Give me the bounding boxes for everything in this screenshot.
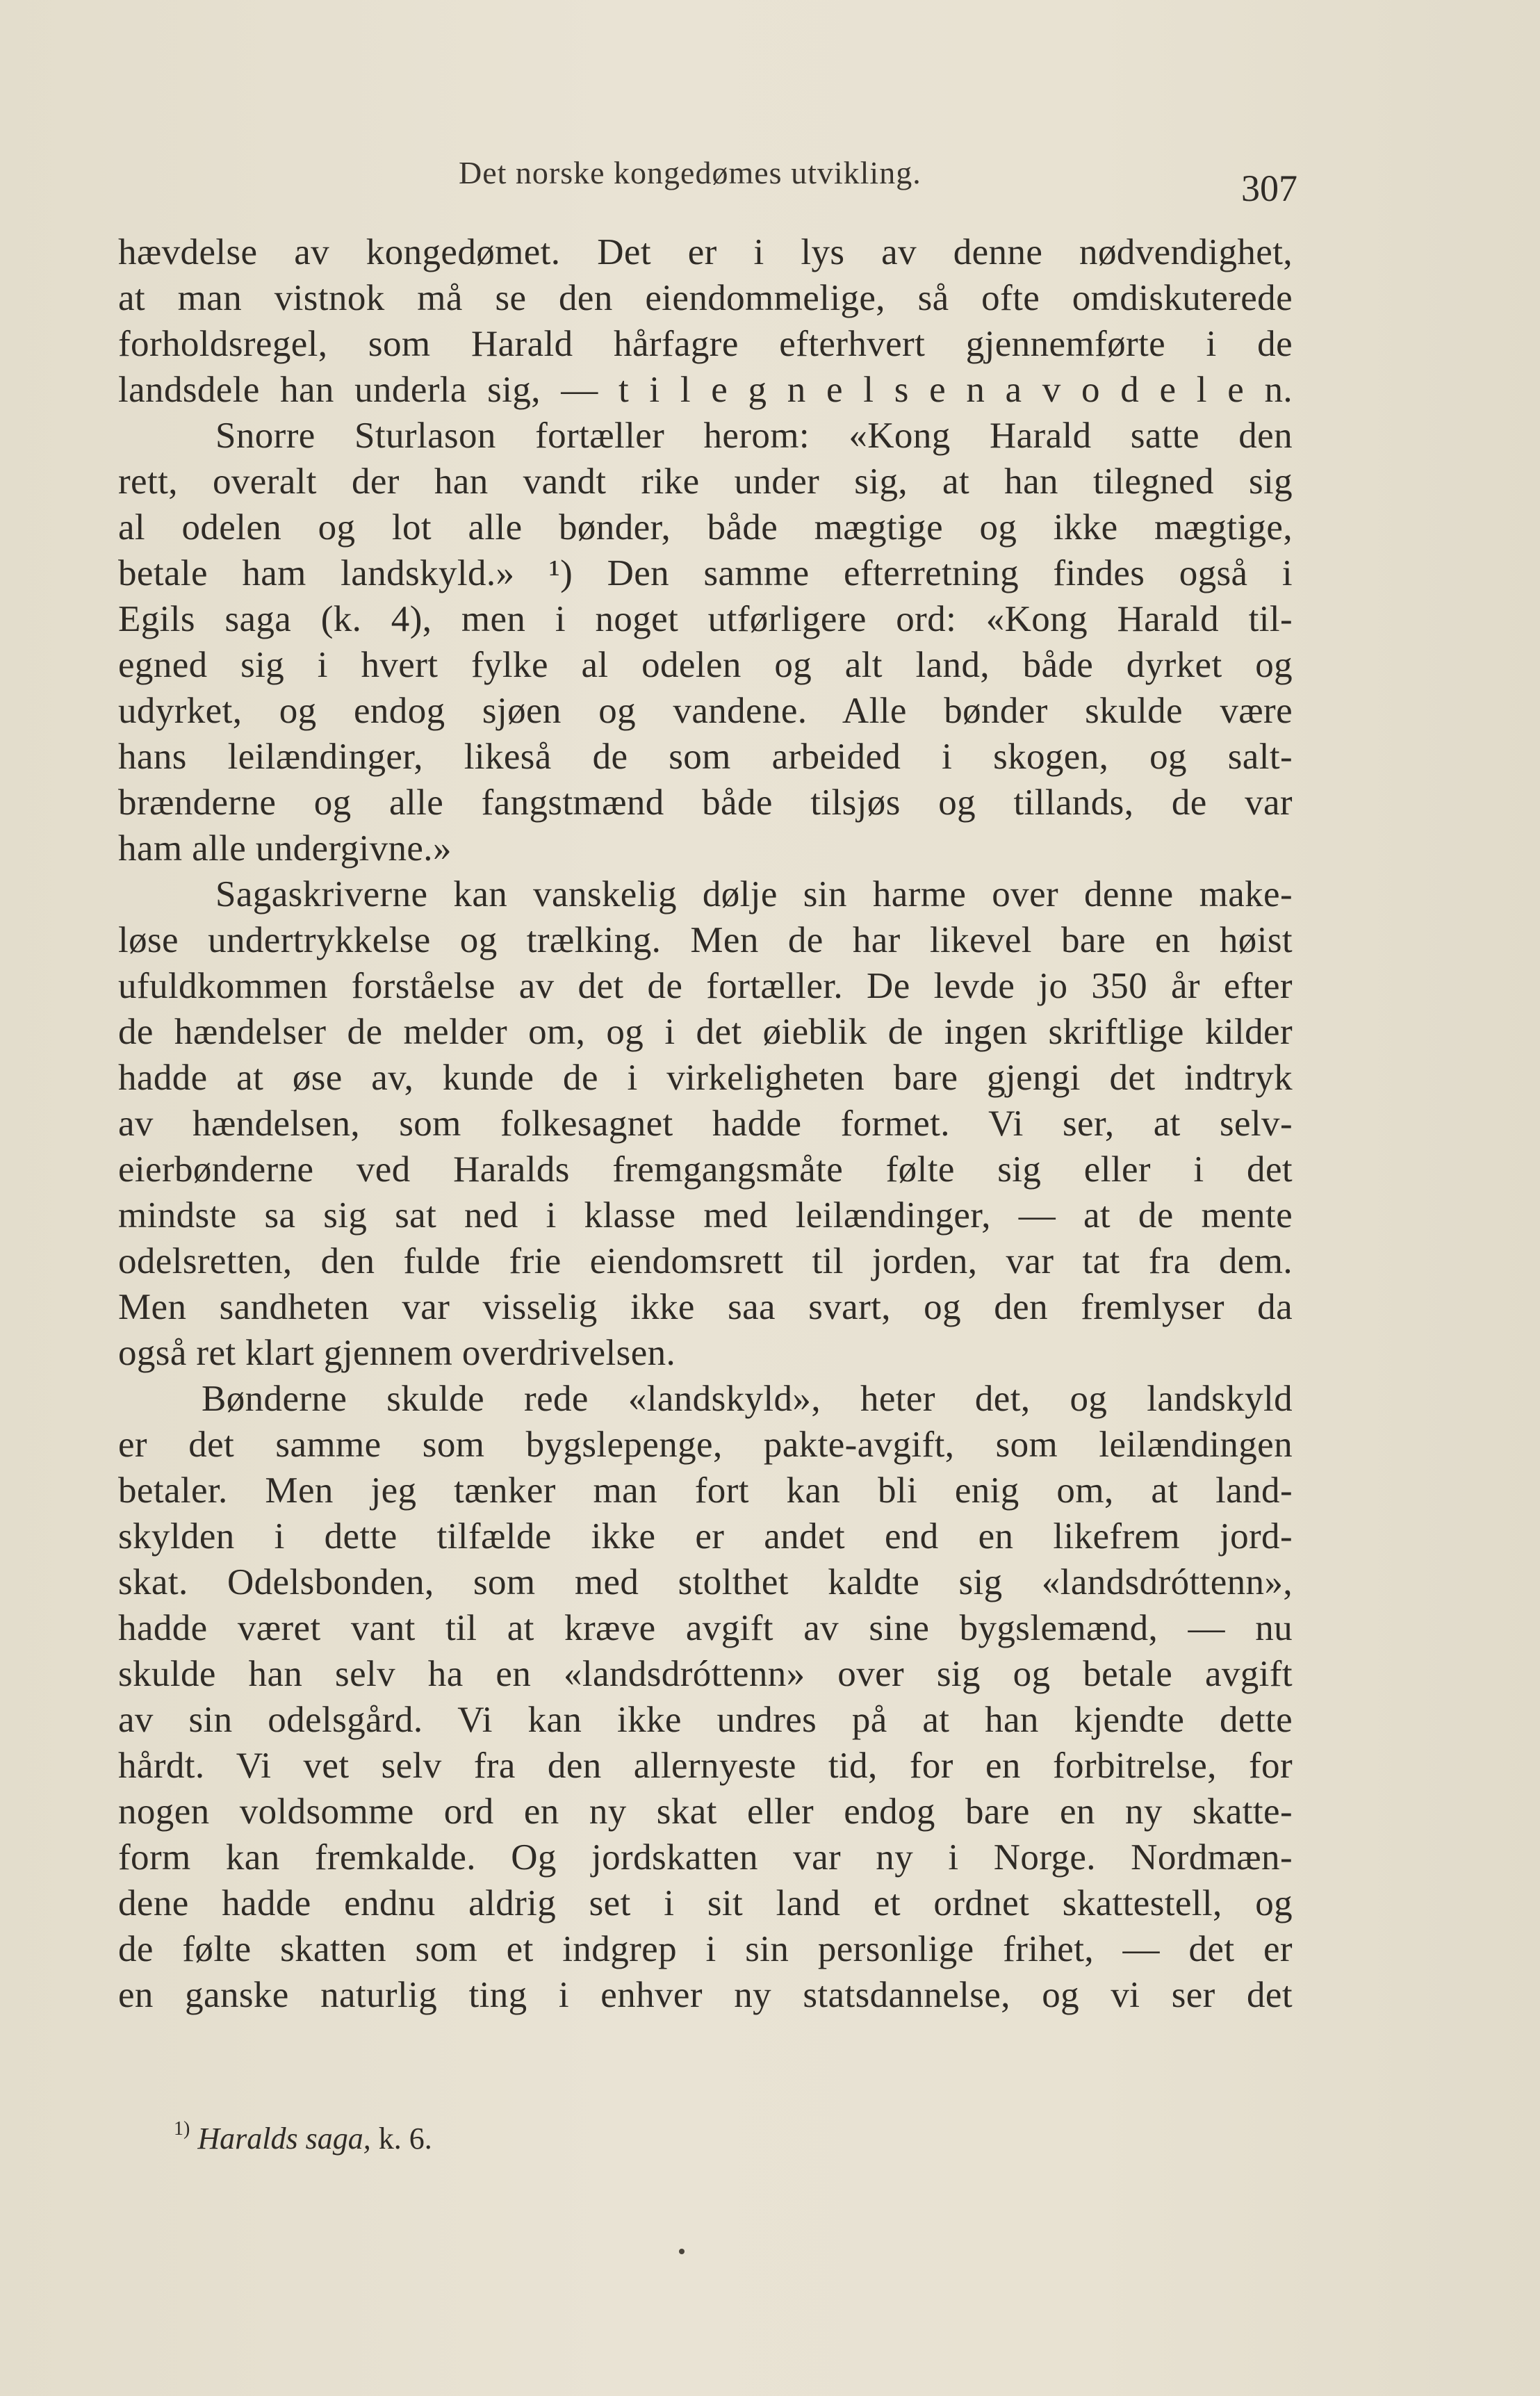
page-number: 307 [1241,167,1297,209]
text-line: egned sig i hvert fylke al odelen og alt land, både dyrket og [118,645,1293,685]
text-line: landsdele han underla sig, — t i l e g n e l s e n a v o d e l e n. [118,370,1293,410]
text-line: eierbønderne ved Haralds fremgangsmåte følte sig eller i det [118,1149,1293,1190]
text-line: ufuldkommen forståelse av det de fortæller. De levde jo 350 år efter [118,966,1293,1006]
footnote-marker: 1) [174,2118,190,2140]
text-line: forholdsregel, som Harald hårfagre efterhvert gjennemførte i de [118,324,1293,364]
text-line: al odelen og lot alle bønder, både mægtige og ikke mægtige, [118,507,1293,548]
text-line: nogen voldsomme ord en ny skat eller endog bare en ny skatte- [118,1791,1293,1832]
text-line: løse undertrykkelse og trælking. Men de har likevel bare en høist [118,920,1293,960]
text-line: brænderne og alle fangstmænd både tilsjøs og tillands, de var [118,782,1293,823]
text-line: de følte skatten som et indgrep i sin personlige frihet, — det er [118,1929,1293,1969]
text-line: odelsretten, den fulde frie eiendomsrett til jorden, var tat fra dem. [118,1241,1293,1281]
print-mark [679,2249,685,2254]
text-line: skulde han selv ha en «landsdróttenn» over sig og betale avgift [118,1654,1293,1694]
text-line: en ganske naturlig ting i enhver ny statsdannelse, og vi ser det [118,1975,1293,2015]
footnote-title: Haralds saga, [197,2122,371,2156]
text-line: rett, overalt der han vandt rike under sig, at han tilegned sig [118,461,1293,502]
text-line: Men sandheten var visselig ikke saa svart, og den fremlyser da [118,1287,1293,1327]
text-line: ham alle undergivne.» [118,828,452,869]
text-line: hadde været vant til at kræve avgift av sine bygslemænd, — nu [118,1608,1293,1648]
footnote-ref: k. 6. [378,2122,432,2156]
text-line: hadde at øse av, kunde de i virkeligheten bare gjengi det indtryk [118,1058,1293,1098]
text-line: form kan fremkalde. Og jordskatten var ny i Norge. Nordmæn- [118,1837,1293,1878]
text-line: skylden i dette tilfælde ikke er andet end en likefrem jord- [118,1516,1293,1557]
text-line: Egils saga (k. 4), men i noget utførligere ord: «Kong Harald til- [118,599,1293,639]
text-line: at man vistnok må se den eiendommelige, så ofte omdiskuterede [118,278,1293,318]
text-line: Bønderne skulde rede «landskyld», heter det, og landskyld [202,1379,1293,1419]
text-line: er det samme som bygslepenge, pakte-avgift, som leilændingen [118,1425,1293,1465]
text-line: de hændelser de melder om, og i det øieblik de ingen skriftlige kilder [118,1012,1293,1052]
footnote [174,2118,432,2156]
text-line: også ret klart gjennem overdrivelsen. [118,1333,676,1373]
text-line: mindste sa sig sat ned i klasse med leilændinger, — at de mente [118,1195,1293,1236]
text-line: Snorre Sturlason fortæller herom: «Kong Harald satte den [215,416,1293,456]
running-head: Det norske kongedømes utvikling. [459,155,921,190]
text-line: av sin odelsgård. Vi kan ikke undres på at han kjendte dette [118,1700,1293,1740]
text-line: udyrket, og endog sjøen og vandene. Alle bønder skulde være [118,691,1293,731]
text-line: betaler. Men jeg tænker man fort kan bli enig om, at land- [118,1470,1293,1511]
text-line: hævdelse av kongedømet. Det er i lys av denne nødvendighet, [118,232,1293,272]
text-line: hans leilændinger, likeså de som arbeided i skogen, og salt- [118,737,1293,777]
text-line: hårdt. Vi vet selv fra den allernyeste tid, for en forbitrelse, for [118,1746,1293,1786]
text-line: betale ham landskyld.» ¹) Den samme efterretning findes også i [118,553,1293,593]
text-line: skat. Odelsbonden, som med stolthet kaldte sig «landsdróttenn», [118,1562,1293,1602]
text-line: av hændelsen, som folkesagnet hadde formet. Vi ser, at selv- [118,1103,1293,1144]
text-line: dene hadde endnu aldrig set i sit land et ordnet skattestell, og [118,1883,1293,1923]
text-line: Sagaskriverne kan vanskelig dølje sin harme over denne make- [215,874,1293,914]
